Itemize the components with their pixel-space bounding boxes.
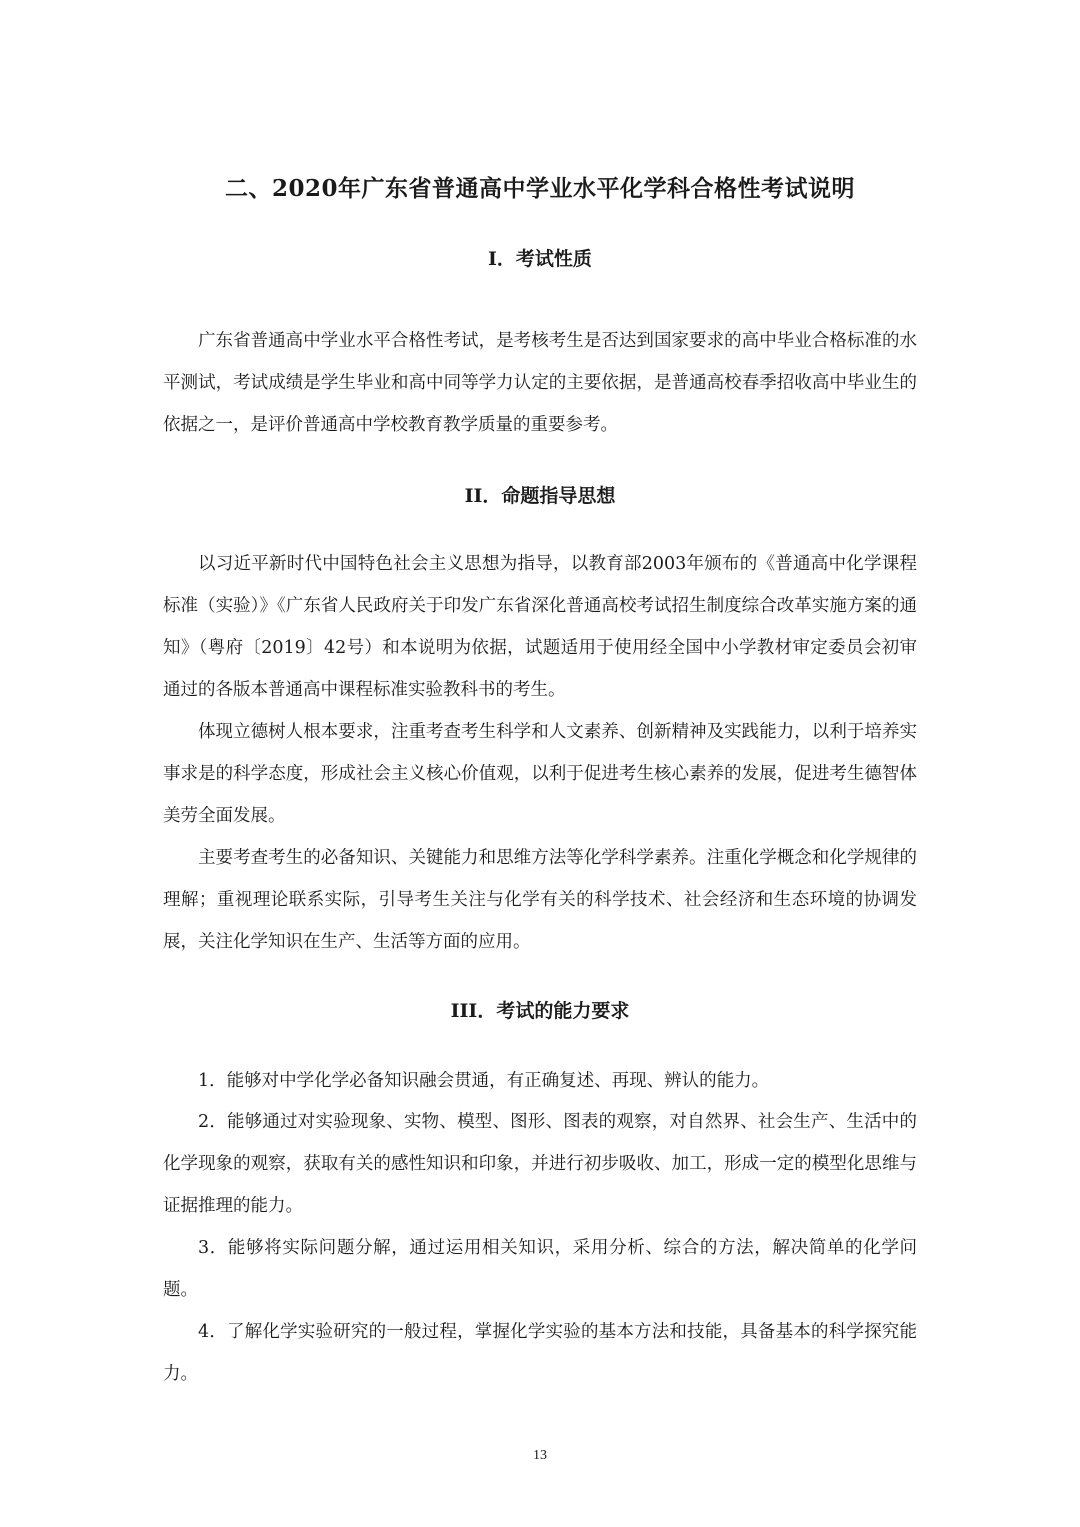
paragraph-exam-nature: 广东省普通高中学业水平合格性考试，是考核考生是否达到国家要求的高中毕业合格标准的水平测试，考试成绩是学生毕业和高中同等学力认定的主要依据，是普通高校春季招收高中毕业生的依据之一，是评价普通高中学校教育教学质量的重要参考。 bbox=[163, 331, 917, 435]
list-item-ability-1: 1．能够对中学化学必备知识融会贯通，有正确复述、再现、辨认的能力。 bbox=[198, 1071, 770, 1091]
list-item-ability-3: 3．能够将实际问题分解，通过运用相关知识，采用分析、综合的方法，解决简单的化学问题。 bbox=[163, 1238, 917, 1300]
document-title: 二、2020年广东省普通高中学业水平化学科合格性考试说明 bbox=[224, 175, 855, 202]
section-heading-exam-nature: I．考试性质 bbox=[488, 248, 592, 270]
paragraph-guiding-ideology-3: 主要考查考生的必备知识、关键能力和思维方法等化学科学素养。注重化学概念和化学规律的理解；重视理论联系实际，引导考生关注与化学有关的科学技术、社会经济和生态环境的协调发展，关注化学知识在生产、生活等方面的应用。 bbox=[163, 848, 917, 952]
section-heading-ability-requirements: III．考试的能力要求 bbox=[450, 1000, 630, 1022]
paragraph-guiding-ideology-1: 以习近平新时代中国特色社会主义思想为指导，以教育部2003年颁布的《普通高中化学课程标准（实验）》《广东省人民政府关于印发广东省深化普通高校考试招生制度综合改革实施方案的通知》（粤府〔2019〕42号）和本说明为依据，试题适用于使用经全国中小学教材审定委员会初审通过的各版本普通高中课程标准实验教科书的考生。 bbox=[163, 554, 917, 700]
paragraph-guiding-ideology-2: 体现立德树人根本要求，注重考查考生科学和人文素养、创新精神及实践能力，以利于培养实事求是的科学态度，形成社会主义核心价值观，以利于促进考生核心素养的发展，促进考生德智体美劳全面发展。 bbox=[163, 722, 917, 826]
list-item-ability-4: 4．了解化学实验研究的一般过程，掌握化学实验的基本方法和技能，具备基本的科学探究能力。 bbox=[163, 1322, 917, 1384]
list-item-ability-2: 2．能够通过对实验现象、实物、模型、图形、图表的观察，对自然界、社会生产、生活中的化学现象的观察，获取有关的感性知识和印象，并进行初步吸收、加工，形成一定的模型化思维与证据推理的能力。 bbox=[163, 1112, 917, 1216]
section-heading-guiding-ideology: II．命题指导思想 bbox=[464, 485, 616, 507]
page-number: 13 bbox=[533, 1448, 547, 1463]
